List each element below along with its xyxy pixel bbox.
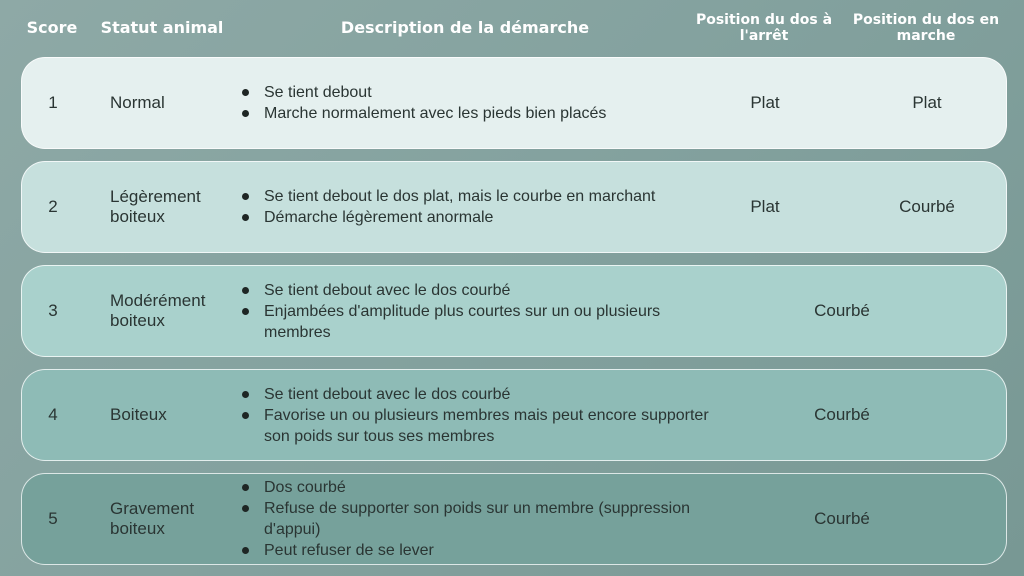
- position-cell: Courbé: [814, 509, 870, 528]
- description-list: [240, 280, 730, 343]
- position-marche-cell: Plat: [912, 93, 942, 112]
- description-cell: [240, 370, 730, 460]
- position-arret-cell: Plat: [750, 93, 780, 112]
- description-item: Favorise un ou plusieurs membres mais peut encore supporter son poids sur tous ses membres: [240, 405, 730, 447]
- statut-cell: Normal: [110, 93, 165, 112]
- table-row: [21, 369, 1007, 461]
- score-cell: 5: [48, 509, 58, 528]
- header-position-marche: Position du dos en marche: [852, 12, 1000, 44]
- description-cell: [240, 474, 730, 564]
- position-cell: Courbé: [814, 405, 870, 424]
- description-item: Se tient debout le dos plat, mais le courbe en marchant: [240, 186, 655, 207]
- table-row: [21, 265, 1007, 357]
- description-cell: [240, 162, 730, 252]
- score-cell: 4: [48, 405, 58, 424]
- table-row: [21, 473, 1007, 565]
- position-cell: Courbé: [814, 301, 870, 320]
- header-score: Score: [26, 18, 78, 37]
- description-item: Se tient debout avec le dos courbé: [240, 280, 730, 301]
- description-item: Marche normalement avec les pieds bien placés: [240, 103, 606, 124]
- position-marche-cell: Courbé: [899, 197, 955, 216]
- position-arret-cell: Plat: [750, 197, 780, 216]
- description-item: Enjambées d'amplitude plus courtes sur un ou plusieurs membres: [240, 301, 730, 343]
- score-cell: 2: [48, 197, 58, 216]
- statut-cell: Gravement boiteux: [110, 499, 195, 538]
- header-description: Description de la démarche: [340, 18, 590, 37]
- statut-cell: Légèrement boiteux: [110, 187, 201, 226]
- description-list: [240, 186, 655, 228]
- table-row: [21, 161, 1007, 253]
- description-list: [240, 477, 730, 561]
- score-cell: 3: [48, 301, 58, 320]
- description-list: [240, 82, 606, 124]
- description-item: Refuse de supporter son poids sur un membre (suppression d'appui): [240, 498, 730, 540]
- description-cell: [240, 266, 730, 356]
- description-item: Démarche légèrement anormale: [240, 207, 655, 228]
- table-row: [21, 57, 1007, 149]
- description-item: Se tient debout: [240, 82, 606, 103]
- header-position-arret: Position du dos à l'arrêt: [695, 12, 833, 44]
- description-item: Peut refuser de se lever: [240, 540, 730, 561]
- statut-cell: Boiteux: [110, 405, 167, 424]
- description-item: Dos courbé: [240, 477, 730, 498]
- header-statut-animal: Statut animal: [100, 18, 224, 37]
- description-cell: [240, 58, 730, 148]
- statut-cell: Modérément boiteux: [110, 291, 206, 330]
- description-list: [240, 384, 730, 447]
- score-cell: 1: [48, 93, 58, 112]
- description-item: Se tient debout avec le dos courbé: [240, 384, 730, 405]
